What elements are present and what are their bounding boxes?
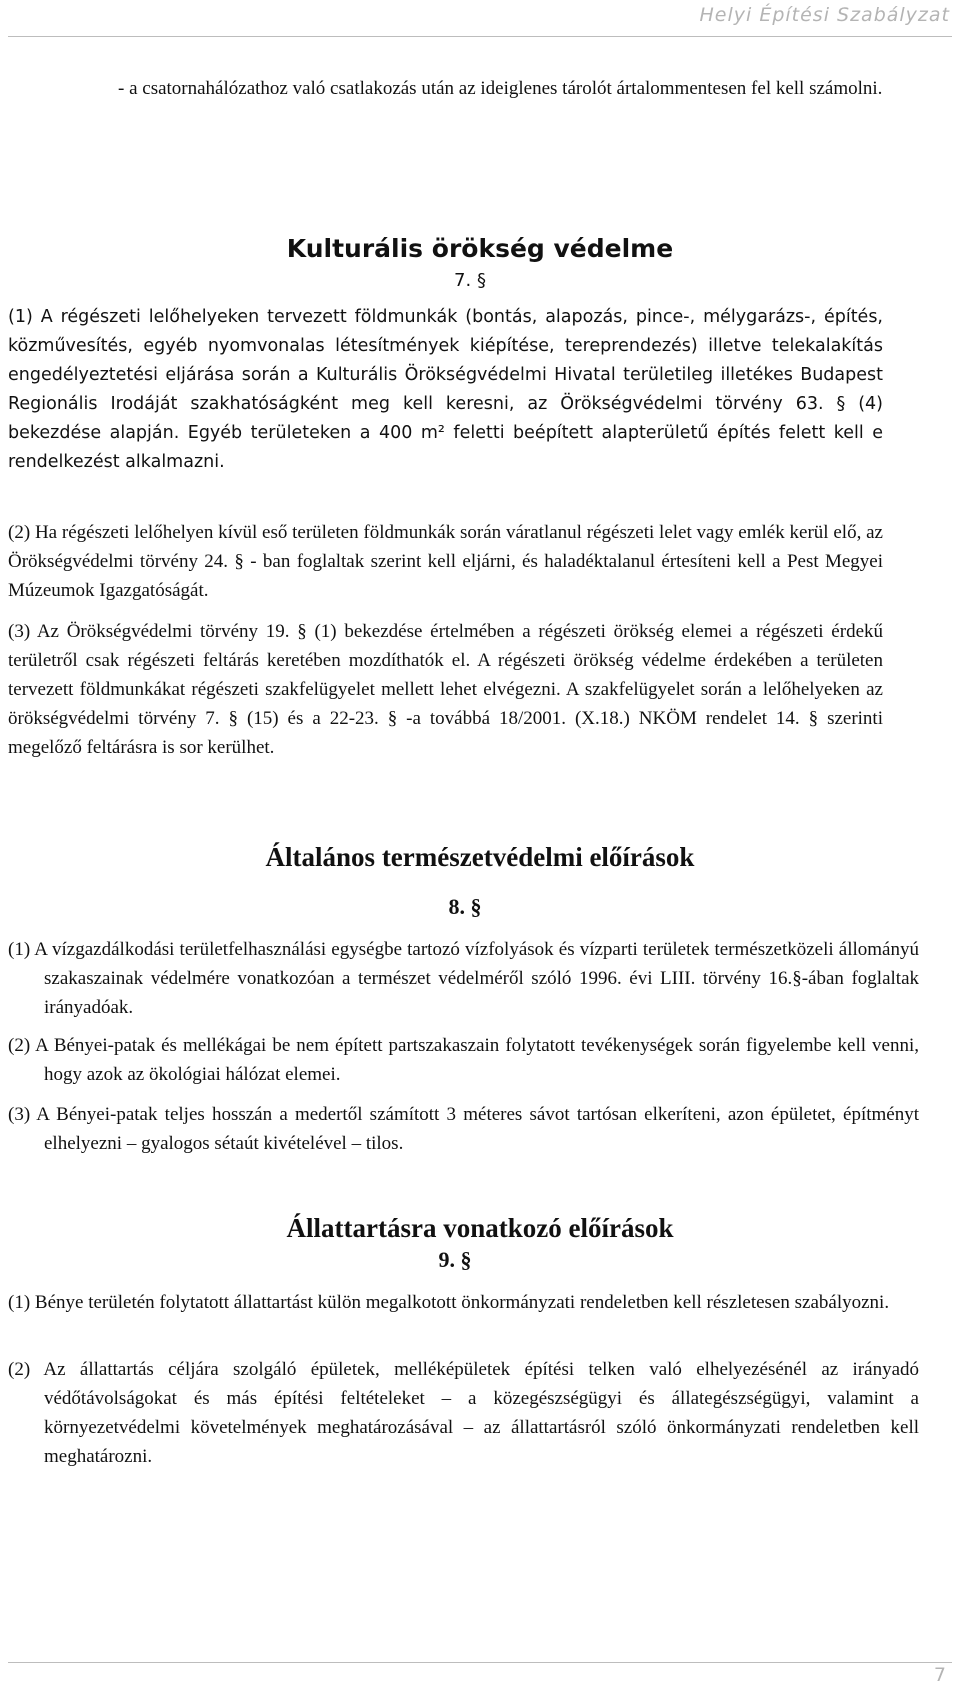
intro-dash-item: - a csatornahálózathoz való csatlakozás után az ideiglenes tárolót ártalommentesen fel kell számolni. [118, 78, 883, 99]
page-number: 7 [933, 1664, 946, 1686]
header-divider [8, 36, 952, 37]
section-8-heading: Általános természetvédelmi előírások [265, 842, 695, 872]
section-7-paragraph-2: (2) Ha régészeti lelőhelyen kívül eső területen földmunkák során váratlanul régészeti lelet vagy emlék kerül elő, az Örökségvédelmi törvény 24. § - ban foglaltak szerint kell eljárni, és haladéktalanul értesíteni kell a Pest Megyei Múzeumok Igazgatóságát. [8, 522, 883, 601]
footer-divider [8, 1662, 952, 1663]
section-7-heading: Kulturális örökség védelme [286, 234, 674, 263]
section-9-paragraph-1: (1) Bénye területén folytatott állattartást külön megalkotott önkormányzati rendeletben kell részletesen szabályozni. [8, 1292, 890, 1313]
section-9-number: 9. § [438, 1247, 472, 1272]
section-7-paragraph-3: (3) Az Örökségvédelmi törvény 19. § (1) bekezdése értelmében a régészeti örökség elemei a régészeti érdekű területről csak régészeti feltárás keretében mozdíthatók el. A régészeti örökség védelme érdekében a területen tervezett földmunkákat régészeti szakfelügyelet mellett lehet elvégezni. A szakfelügyelet során a lelőhelyeken az örökségvédelmi törvény 7. § (15) és a 22-23. § -a továbbá 18/2001. (X.18.) NKÖM rendelet 14. § szerinti megelőző feltárásra is sor kerülhet. [8, 621, 883, 758]
section-8-paragraph-3: (3) A Bényei-patak teljes hosszán a medertől számított 3 méteres sávot tartósan elkeríteni, azon épületet, építményt elhelyezni – gyalogos sétaút kivételével – tilos. [8, 1104, 919, 1154]
section-8-paragraph-1: (1) A vízgazdálkodási területfelhasználási egységbe tartozó vízfolyások és vízparti területek természetközeli állományú szakaszainak védelmére vonatkozóan a természet védelméről szóló 1996. évi LIII. törvény 16.§-ában foglaltak irányadóak. [8, 939, 919, 1018]
section-7-number: 7. § [454, 270, 486, 291]
section-7-paragraph-1: (1) A régészeti lelőhelyeken tervezett földmunkák (bontás, alapozás, pince-, mélygarázs-, építés, közművesítés, egyéb nyomvonalas létesítmények kiépítése, tereprendezés) illetve telekalakítás engedélyeztetési eljárása során a Kulturális Örökségvédelmi Hivatal területileg illetékes Budapest Regionális Irodáját szakhatóságként meg kell keresni, az Örökségvédelmi törvény 63. § (4) bekezdése alapján. Egyéb területeken a 400 m² feletti beépített alapterületű építés felett kell e rendelkezést alkalmazni. [8, 307, 883, 472]
running-header-title: Helyi Építési Szabályzat [699, 4, 950, 26]
section-9-paragraph-2: (2) Az állattartás céljára szolgáló épületek, melléképületek építési telken való elhelyezésénél az irányadó védőtávolságokat és más építési feltételeket – a közegészségügyi és állategészségügyi, valamint a környezetvédelmi követelmények meghatározásával – az állattartásról szóló önkormányzati rendeletben kell meghatározni. [8, 1359, 919, 1467]
section-8-number: 8. § [448, 894, 482, 919]
section-8-paragraph-2: (2) A Bényei-patak és mellékágai be nem épített partszakaszain folytatott tevékenységek során figyelembe kell venni, hogy azok az ökológiai hálózat elemei. [8, 1035, 919, 1085]
section-9-heading: Állattartásra vonatkozó előírások [286, 1213, 674, 1243]
